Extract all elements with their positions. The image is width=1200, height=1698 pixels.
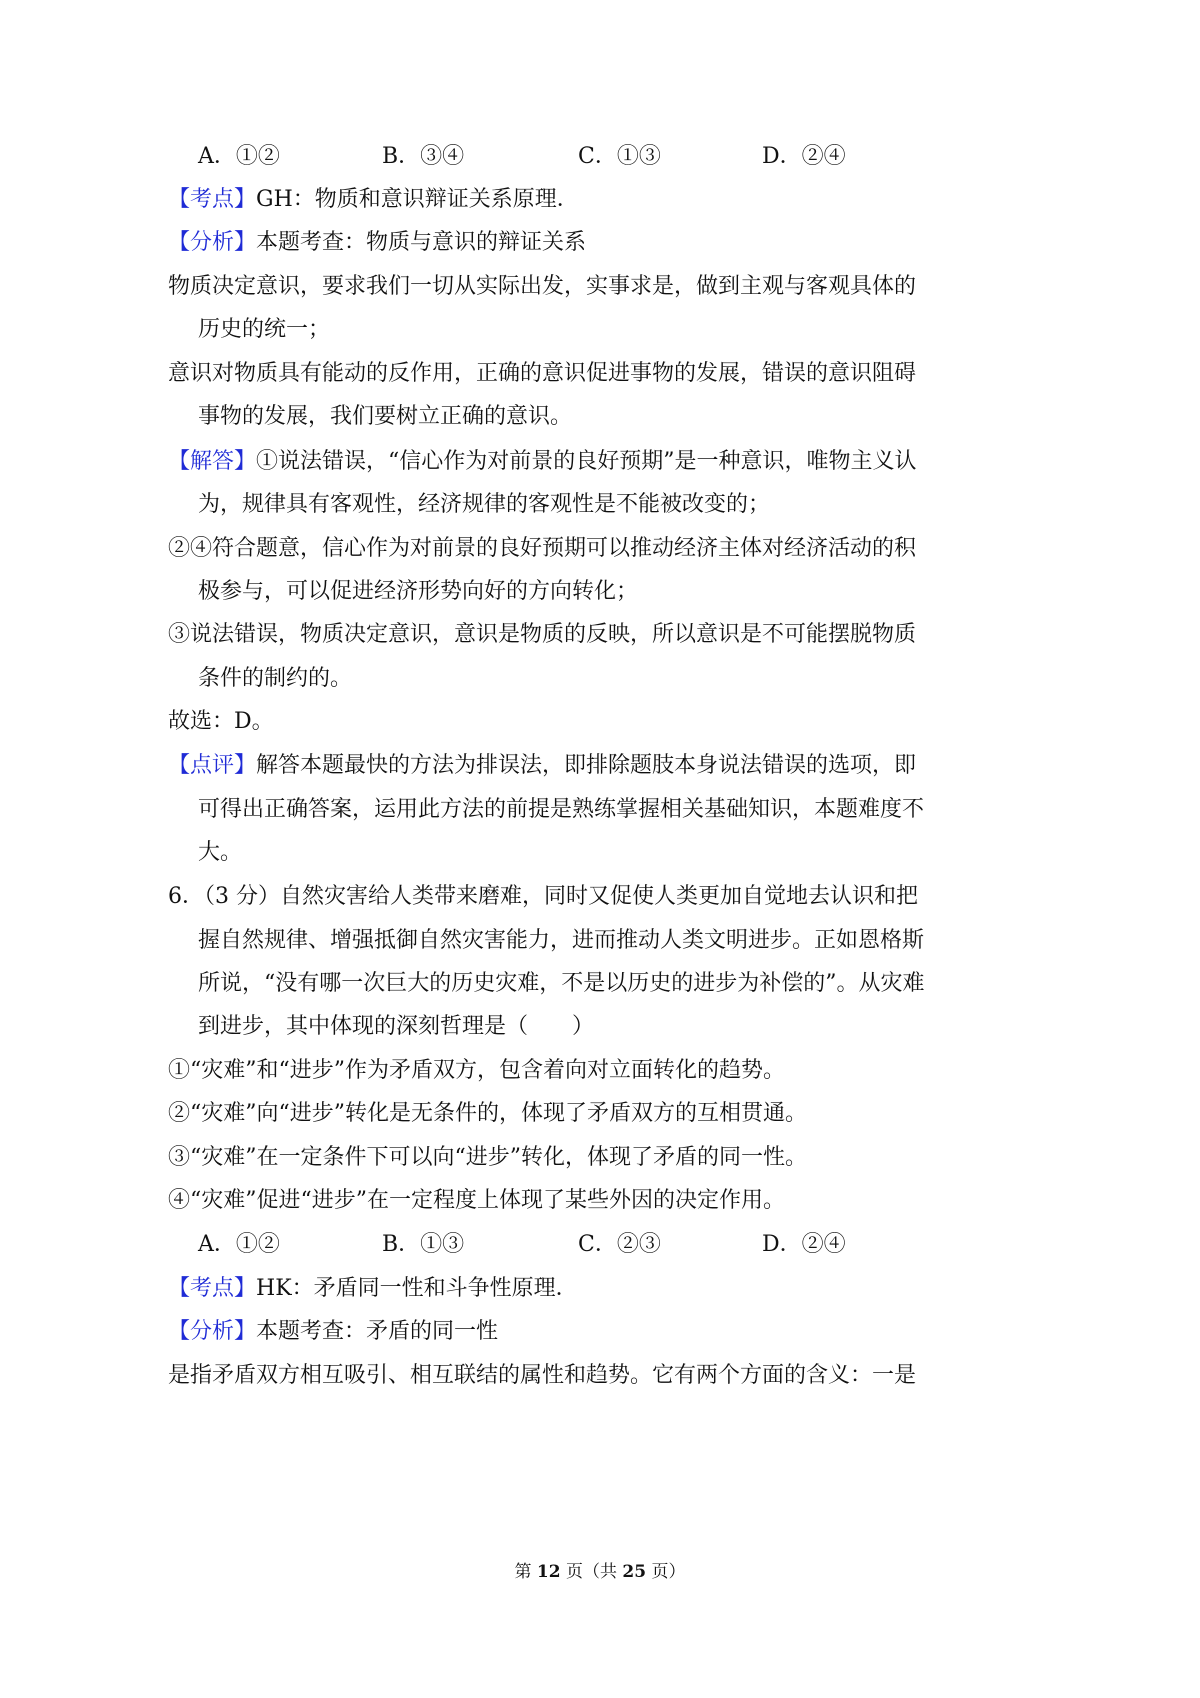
q6-option-a: A．①② [198, 1232, 280, 1257]
kaodian-tag: 【考点】 [168, 187, 257, 212]
q6-option-b: B．①③ [382, 1232, 465, 1257]
q6-option-c: C．②③ [578, 1232, 661, 1257]
footer-post: 页） [651, 1562, 686, 1582]
q5-fenxi-p1-line2: 历史的统一； [198, 317, 331, 342]
jieda-line1: ①说法错误，“信心作为对前景的良好预期”是一种意识，唯物主义认 [256, 449, 917, 474]
q6-stem-line3: 所说，“没有哪一次巨大的历史灾难，不是以历史的进步为补偿的”。从灾难 [198, 971, 925, 996]
kaodian-text: GH：物质和意识辩证关系原理． [256, 187, 579, 212]
q5-option-a: A．①② [198, 144, 280, 169]
fenxi-text: 本题考查：物质与意识的辩证关系 [256, 230, 587, 255]
q6-fenxi-line1: 是指矛盾双方相互吸引、相互联结的属性和趋势。它有两个方面的含义：一是 [168, 1363, 917, 1388]
fenxi-text: 本题考查：矛盾的同一性 [256, 1319, 499, 1344]
kaodian-text: HK：矛盾同一性和斗争性原理． [256, 1276, 578, 1301]
kaodian-tag: 【考点】 [168, 1276, 257, 1301]
q5-jieda-line5: ③说法错误，物质决定意识，意识是物质的反映，所以意识是不可能摆脱物质 [168, 622, 917, 647]
footer-page-number: 12 [536, 1562, 561, 1582]
q5-jieda-line3: ②④符合题意，信心作为对前景的良好预期可以推动经济主体对经济活动的积 [168, 536, 917, 561]
q5-fenxi-p2-line1: 意识对物质具有能动的反作用，正确的意识促进事物的发展，错误的意识阻碍 [168, 361, 917, 386]
fenxi-tag: 【分析】 [168, 1319, 257, 1344]
footer-mid: 页（共 [566, 1562, 617, 1582]
dianping-tag: 【点评】 [168, 753, 257, 778]
q5-jieda-line2: 为，规律具有客观性，经济规律的客观性是不能被改变的； [198, 492, 771, 517]
jieda-tag: 【解答】 [168, 449, 257, 474]
q6-statement-2: ②“灾难”向“进步”转化是无条件的，体现了矛盾双方的互相贯通。 [168, 1101, 807, 1126]
q5-option-d: D．②④ [762, 144, 846, 169]
q5-answer: 故选：D。 [168, 709, 274, 734]
q6-statement-4: ④“灾难”促进“进步”在一定程度上体现了某些外因的决定作用。 [168, 1188, 785, 1213]
footer-pre: 第 [514, 1562, 532, 1582]
q5-jieda [168, 447, 917, 477]
page-footer [0, 1560, 1200, 1584]
q6-fenxi [168, 1317, 498, 1347]
fenxi-tag: 【分析】 [168, 230, 257, 255]
q5-fenxi-p1-line1: 物质决定意识，要求我们一切从实际出发，实事求是，做到主观与客观具体的 [168, 274, 917, 299]
q5-dianping [168, 751, 916, 781]
q5-fenxi-p2-line2: 事物的发展，我们要树立正确的意识。 [198, 404, 573, 429]
q6-stem-line2: 握自然规律、增强抵御自然灾害能力，进而推动人类文明进步。正如恩格斯 [198, 928, 925, 953]
q6-kaodian [168, 1274, 578, 1304]
q5-option-b: B．③④ [382, 144, 465, 169]
footer-total-pages: 25 [622, 1562, 647, 1582]
q5-dianping-line3: 大。 [198, 840, 243, 865]
q5-option-c: C．①③ [578, 144, 661, 169]
q5-fenxi [168, 228, 586, 258]
q6-stem-line4: 到进步，其中体现的深刻哲理是（ ） [198, 1014, 595, 1039]
q6-option-d: D．②④ [762, 1232, 846, 1257]
dianping-line1: 解答本题最快的方法为排误法，即排除题肢本身说法错误的选项，即 [256, 753, 917, 778]
q6-stem-line1: 6．（3 分）自然灾害给人类带来磨难，同时又促使人类更加自觉地去认识和把 [168, 884, 918, 909]
q5-jieda-line6: 条件的制约的。 [198, 666, 353, 691]
q5-dianping-line2: 可得出正确答案，运用此方法的前提是熟练掌握相关基础知识，本题难度不 [198, 797, 925, 822]
q5-kaodian [168, 185, 579, 215]
q5-jieda-line4: 极参与，可以促进经济形势向好的方向转化； [198, 579, 639, 604]
q6-statement-1: ①“灾难”和“进步”作为矛盾双方，包含着向对立面转化的趋势。 [168, 1058, 785, 1083]
q6-statement-3: ③“灾难”在一定条件下可以向“进步”转化，体现了矛盾的同一性。 [168, 1145, 807, 1170]
